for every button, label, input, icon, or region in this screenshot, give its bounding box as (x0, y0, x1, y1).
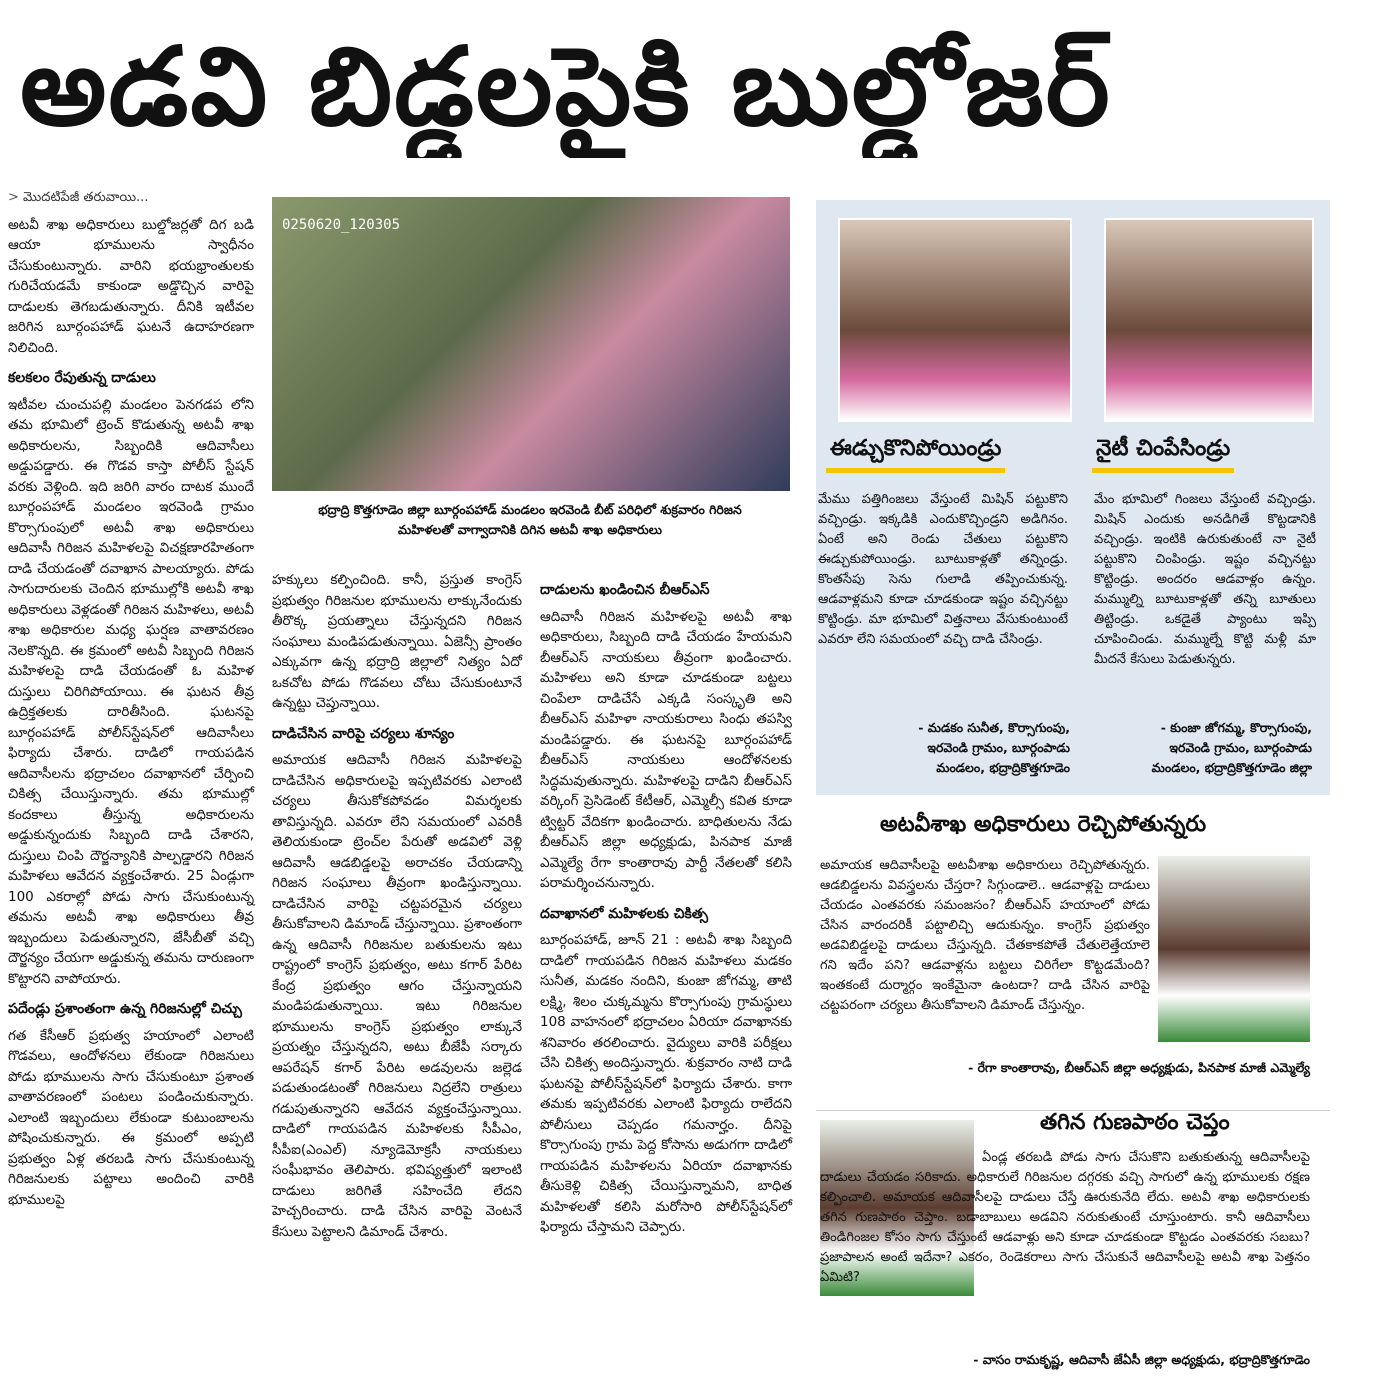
col2-paragraph-2: అమాయక ఆదివాసీ గిరిజన మహిళలపై దాడిచేసిన అధికారులపై ఇప్పటివరకు ఎలాంటి చర్యలు తీసుకోకపోవడం విమర్శలకు తావిస్తున్నది. ఎవరూ లేని సమయంలో ఎవరికీ తెలియకుండా ట్రెంచ్‌ల పేరుతో అడవిలో వెళ్లి ఆదివాసీ ఆడబిడ్డలపై అరాచకం చేయడాన్ని గిరిజన సంఘాలు తీవ్రంగా ఖండిస్తున్నాయి. దాడిచేసిన వారిపై చట్టపరమైన చర్యలు తీసుకోవాలని డిమాండ్ చేస్తున్నాయి. ప్రశాంతంగా ఉన్న ఆదివాసీ గిరిజనుల బతుకులను ఇటు రాష్ట్రంలో కాంగ్రెస్ ప్రభుత్వం, అటు కగార్ పేరిట కేంద్ర ప్రభుత్వం ఆగం చేస్తున్నాయని మండిపడుతున్నాయి. ఇటు గిరిజనుల భూములను కాంగ్రెస్ ప్రభుత్వం లాక్కునే ప్రయత్నం చేస్తున్నదని, అటు బీజేపీ సర్కారు ఆపరేషన్ కగార్ పేరిట అడవులను జల్లెడ పడుతుండటంతో గిరిజనులు నిద్రలేని రాత్రులు గడుపుతున్నారని ఆవేదన వ్యక్తంచేస్తున్నాయి. దాడిలో గాయపడిన మహిళలకు సీపీఎం, సీపీఐ(ఎంఎల్) న్యూడెమోక్రసీ నాయకులు సంఘీభావం తెలిపారు. భవిష్యత్తులో ఇలాంటి దాడులు జరిగితే సహించేది లేదని హెచ్చరించారు. దాడి చేసిన వారిపై వెంటనే కేసులు పెట్టాలని డిమాండ్ చేశారు. (272, 752, 522, 1240)
quote2-body: మేం భూమిలో గింజలు వేస్తుంటే వచ్చిండ్రు. మిషిన్ ఎందుకు అనడిగితే కొట్టడానికి వచ్చిండ్రు. ఇంటికి ఉరుకుతుంటే నా నైటీ పట్టుకొని చింపిండ్రు. ఇష్టం వచ్చినట్టు కొట్టిండ్రు. అందరం ఆడవాళ్లం ఉన్నం. మమ్ముల్ని బూటుకాళ్లతో తన్ని బూతులు తిట్టిండ్రు. ఒకడైతే ప్యాంటు ఇప్పి చూపించిండు. మమ్ముల్నే కొట్టి మళ్లీ మా మీదనే కేసులు పెడుతున్నరు. (1094, 492, 1316, 667)
col2-paragraph-1: హక్కులు కల్పించింది. కానీ, ప్రస్తుత కాంగ్రెస్ ప్రభుత్వం గిరిజనుల భూములను లాక్కునేందుకు తీరొక్క ప్రయత్నాలు చేస్తున్నదని గిరిజన సంఘాలు మండిపడుతున్నాయి. ఏజెన్సీ ప్రాంతం ఎక్కువగా ఉన్న భద్రాద్రి జిల్లాలో నిత్యం ఏదో ఒకచోట పోడు గొడవలు చోటు చేసుకుంటూనే ఉన్నట్టు చెప్తున్నాయి. (272, 572, 522, 711)
col1-subheading-2: పదేండ్లు ప్రశాంతంగా ఉన్న గిరిజనుల్లో చిచ్చు (8, 1001, 242, 1017)
col2-subheading-1: దాడిచేసిన వారిపై చర్యలు శూన్యం (272, 725, 455, 742)
box2-attribution: - వాసం రామకృష్ణ, ఆదివాసీ జేఏసీ జిల్లా అధ్యక్షుడు, భద్రాద్రికొత్తగూడెం (973, 1352, 1310, 1367)
col3-paragraph-1: ఆదివాసీ గిరిజన మహిళలపై అటవీ శాఖ అధికారులు, సిబ్బంది దాడి చేయడం హేయమని బీఆర్‌ఎస్ నాయకులు తీవ్రంగా ఖండించారు. మహిళలు అని కూడా చూడకుండా బట్టలు చింపేలా దాడిచేసే ఎక్కడి సంస్కృతి అని బీఆర్‌ఎస్ మహిళా నాయకురాలు సింధు తపస్వి మండిపడ్డారు. ఈ ఘటనపై బూర్గంపహాడ్ బీఆర్‌ఎస్ నాయకులు ఆందోళనలకు సిద్ధమవుతున్నారు. మహిళలపై దాడిని బీఆర్‌ఎస్ వర్కింగ్ ప్రెసిడెంట్ కేటీఆర్, ఎమ్మెల్సీ కవిత కూడా ట్విట్టర్ వేదికగా ఖండించారు. బాధితులను నేడు బీఆర్‌ఎస్ జిల్లా అధ్యక్షుడు, పినపాక మాజీ ఎమ్మెల్యే రేగా కాంతారావు పార్టీ నేతలతో కలిసి పరామర్శించనున్నారు. (540, 608, 792, 891)
photo-timestamp: 0250620_120305 (282, 217, 401, 233)
box1-body: అమాయక ఆదివాసీలపై అటవీశాఖ అధికారులు రెచ్చిపోతున్నరు. ఆడబిడ్డలను వివస్త్రలను చేస్తరా? సిగ్గుండాలె.. ఆడవాళ్లపై దాడులు చేయడం ఎంతవరకు సమంజసం? బీఆర్‌ఎస్ హయాంలో పోడు చేసిన వారందరికీ పట్టాలిచ్చి ఆదుకున్నం. కాంగ్రెస్ ప్రభుత్వం అడవిబిడ్డలపై దాడులు చేస్తున్నది. చేతకాకపోతే చేతులెత్తేయాలె గని ఇదేం పని? ఆడవాళ్లను బట్టలు చిరిగేలా కొట్టడమేంది? ఇంతకంటే దుర్మార్గం ఇంకేమైనా ఉంటదా? దాడి చేసిన వారిపై చట్టపరంగా చర్యలు తీసుకోవాలని డిమాండ్ చేస్తున్నం. (820, 858, 1150, 1013)
quote1-attribution (820, 718, 1070, 778)
col1-subheading-1: కలకలం రేపుతున్న దాడులు (8, 370, 156, 386)
main-photo (272, 197, 790, 491)
col3-subheading-1: దాడులను ఖండించిన బీఆర్‌ఎస్ (540, 582, 710, 598)
quote2-photo (1104, 218, 1314, 422)
quote2-attr-line-2: ఇరవెండి గ్రామం, బూర్గంపాడు (1169, 740, 1312, 755)
quote1-attr-line-1: - మడకం సునీత, కొర్సాగుంపు, (918, 720, 1070, 735)
col1-paragraph-1: అటవీ శాఖ అధికారులు బుల్డోజర్లతో దిగ బడి ఆయా భూములను స్వాధీనం చేసుకుంటున్నారు. వారిని భయభ్రాంతులకు గురిచేయడమే కాకుండా అడ్డొచ్చిన వారిపై దాడులకు తెగబడుతున్నారు. దీనికి ఇటీవల జరిగిన బూర్గంపహాడ్ ఘటనే ఉదాహరణగా నిలిచింది. (8, 216, 254, 356)
headline: అడవి బిడ్డలపైకి బుల్డోజర్ (20, 25, 1112, 150)
box1-photo (1158, 856, 1310, 1042)
box2-title: తగిన గుణపాఠం చెప్తం (1040, 1110, 1230, 1135)
quote1-attr-line-3: మండలం, భద్రాద్రికొత్తగూడెం (936, 760, 1070, 775)
quote1-attr-line-2: ఇరవెండి గ్రామం, బూర్గంపాడు (927, 740, 1070, 755)
quote2-attribution (1090, 718, 1312, 778)
quote2-attr-line-1: - కుంజా జోగమ్మ, కొర్సాగుంపు, (1160, 720, 1312, 735)
photo-caption: భద్రాద్రి కొత్తగూడెం జిల్లా బూర్గంపహాడ్ మండలం ఇరవెండి బీట్ పరిధిలో శుక్రవారం గిరిజన మహిళలతో వాగ్వాదానికి దిగిన అటవీ శాఖ అధికారులు (318, 502, 742, 537)
quote1-title: ఈడ్చుకొనిపోయిండ్రు (826, 436, 1005, 473)
quote2-title: నైటీ చింపేసిండ్రు (1092, 436, 1234, 473)
col1-paragraph-3: గత కేసీఆర్ ప్రభుత్వ హయాంలో ఎలాంటి గొడవలు, ఆందోళనలు లేకుండా గిరిజనులు పోడు భూములను సాగు చేసుకుంటూ ప్రశాంత వాతావరణంలో పంటలు పండించుకున్నారు. ఎలాంటి ఇబ్బందులు లేకుండా కుటుంబాలను పోషించుకున్నారు. ఈ క్రమంలో అప్పటి ప్రభుత్వం ఏళ్ల తరబడి సాగు చేసుకుంటున్న గిరిజనులకు పట్టాలు అందించి వారికి భూములపై (8, 1027, 254, 1208)
quote1-photo (838, 218, 1072, 422)
quote2-attr-line-3: మండలం, భద్రాద్రికొత్తగూడెం జిల్లా (1151, 760, 1312, 775)
col1-paragraph-2: ఇటీవల చుంచుపల్లి మండలం పెనగడప లోని తమ భూమిలో ట్రెంచ్ కొడుతున్న అటవీ శాఖ అధికారులను, సిబ్బందికి ఆదివాసీలు అడ్డుపడ్డారు. ఈ గొడవ కాస్తా పోలీస్ స్టేషన్ వరకు వెళ్లింది. ఇది జరిగి వారం దాటక ముందే బూర్గంపహాడ్ మండలం ఇరవెండి గ్రామం కొర్సాగుంపులో అటవీ శాఖ అధికారులు ఆదివాసీ గిరిజన మహిళలపై విచక్షణారహితంగా దాడి చేయడంతో దవాఖాన పాలయ్యారు. పోడు సాగుదారులకు చెందిన భూముల్లోకి అటవీ శాఖ అధికారులు వెళ్లడంతో గిరిజన మహిళలు, అటవీ శాఖ అధికారుల మధ్య ఘర్షణ వాతావరణం నెలకొన్నది. ఈ క్రమంలో అటవీ సిబ్బంది గిరిజన మహిళలపై దాడి చేయడంతో ఓ మహిళ దుస్తులు చిరిగిపోయాయి. ఈ ఘటన తీవ్ర ఉద్రిక్తతలకు దారితీసింది. ఘటనపై బూర్గంపహాడ్ పోలీస్‌స్టేషన్‌లో ఆదివాసీలు ఫిర్యాదు చేశారు. దాడిలో గాయపడిన ఆదివాసీలను భద్రాచలం దవాఖానలో చేర్పించి చికిత్స చేయిస్తున్నారు. తమ భూముల్లో కందకాలు తీస్తున్న అధికారులను అడ్డుకున్నందుకు సిబ్బంది దాడి చేశారని, దుస్తులు చింపి దౌర్జన్యానికి పాల్పడ్డారని గిరిజన మహిళలు ఆవేదన వ్యక్తంచేశారు. 25 ఏండ్లుగా 100 ఎకరాల్లో పోడు సాగు చేసుకుంటున్న తమను అటవీ శాఖ అధికారులు తీవ్ర ఇబ్బందులు పెడుతున్నారని, జేసీబీతో వచ్చి దౌర్జన్యం చేయగా అడ్డుకున్న తమను దారుణంగా కొట్టారని వాపోయారు. (8, 396, 254, 987)
column-2 (272, 570, 522, 1248)
column-1 (8, 188, 254, 1216)
col3-subheading-2: దవాఖానలో మహిళలకు చికిత్స (540, 905, 709, 922)
quote1-body: మేము పత్తిగింజలు వేస్తుంటే మిషిన్ పట్టుకొని వచ్చిండ్రు. ఇక్కడికి ఎందుకొచ్చిండ్రని అడిగినం. ఏంటే అని రెండు చేతులు పట్టుకొని ఈడ్చుకుపోయిండ్రు. బూటుకాళ్లతో తన్నిండ్రు. కొంతసేపు సెను గులాడి తప్పించుకున్న. ఆడవాళ్లమని కూడా చూడకుండా ఇష్టం వచ్చినట్టు కొట్టిండ్రు. మా భూమిలో విత్తనాలు వేసుకుంటుంటే ఎవరూ లేని సమయంలో వచ్చి దాడి చేసిండ్రు. (818, 492, 1068, 647)
col3-paragraph-2: బూర్గంపహాడ్, జూన్ 21 : అటవీ శాఖ సిబ్బంది దాడిలో గాయపడిన గిరిజన మహిళలు మడకం సునీత, మడకం నందిని, కుంజా జోగమ్మ, తాటి లక్ష్మి, శిలం చుక్కమ్మను కొర్సాగుంపు గ్రామస్థులు 108 వాహనంలో భద్రాచలం ఏరియా దవాఖానకు శనివారం తరలించారు. వైద్యులు వారికి పరీక్షలు చేసి చికిత్స అందిస్తున్నారు. శుక్రవారం నాటి దాడి ఘటనపై పోలీస్‌స్టేషన్‌లో ఫిర్యాదు చేశారు. కాగా తమకు ఇప్పటివరకు ఎలాంటి ఫిర్యాదు రాలేదని పోలీసులు చెప్పడం గమనార్హం. దీనిపై కొర్సాగుంపు గ్రామ పెద్ద కోసాను అడుగగా దాడిలో గాయపడిన మహిళలను ఏరియా దవాఖానకు తీసుకెళ్లి చికిత్స చేయిస్తున్నామని, బాధిత మహిళలతో కలిసి మరోసారి పోలీస్‌స్టేషన్‌లో ఫిర్యాదు చేస్తామని చెప్పారు. (540, 932, 792, 1235)
box1-title: అటవీశాఖ అధికారులు రెచ్చిపోతున్నరు (880, 812, 1207, 837)
box1-attribution: - రేగా కాంతారావు, బీఆర్‌ఎస్ జిల్లా అధ్యక్షుడు, పినపాక మాజీ ఎమ్మెల్యే (968, 1060, 1310, 1075)
column-3 (540, 570, 792, 1244)
kicker: > మొదటిపేజీ తరువాయి... (8, 188, 254, 209)
box2-body: ఏండ్ల తరబడి పోడు సాగు చేసుకొని బతుకుతున్న ఆదివాసీలపై దాడులు చేయడం సరికాదు. అధికారులే గిరిజనుల దగ్గరకు వచ్చి సాగులో ఉన్న భూములకు రక్షణ కల్పించాలి. అమాయక ఆదివాసీలపై దాడులు చేస్తే ఊరుకునేది లేదు. అటవీ శాఖ అధికారులకు తగిన గుణపాఠం చెప్తాం. బడాబాబులు అడవిని నరుకుతుంటే చూస్తుంటారు. కానీ ఆదివాసీలు తిండిగింజల కోసం సాగు చేస్తుంటే ఆడవాళ్లు అని కూడా చూడకుండా కొట్టడం ఎంతవరకు సబబు? ప్రజాపాలన అంటే ఇదేనా? ఎకరం, రెండెకరాలు సాగు చేసుకునే ఆదివాసీలపై అటవీ శాఖ పెత్తనం ఏమిటి? (820, 1150, 1310, 1285)
